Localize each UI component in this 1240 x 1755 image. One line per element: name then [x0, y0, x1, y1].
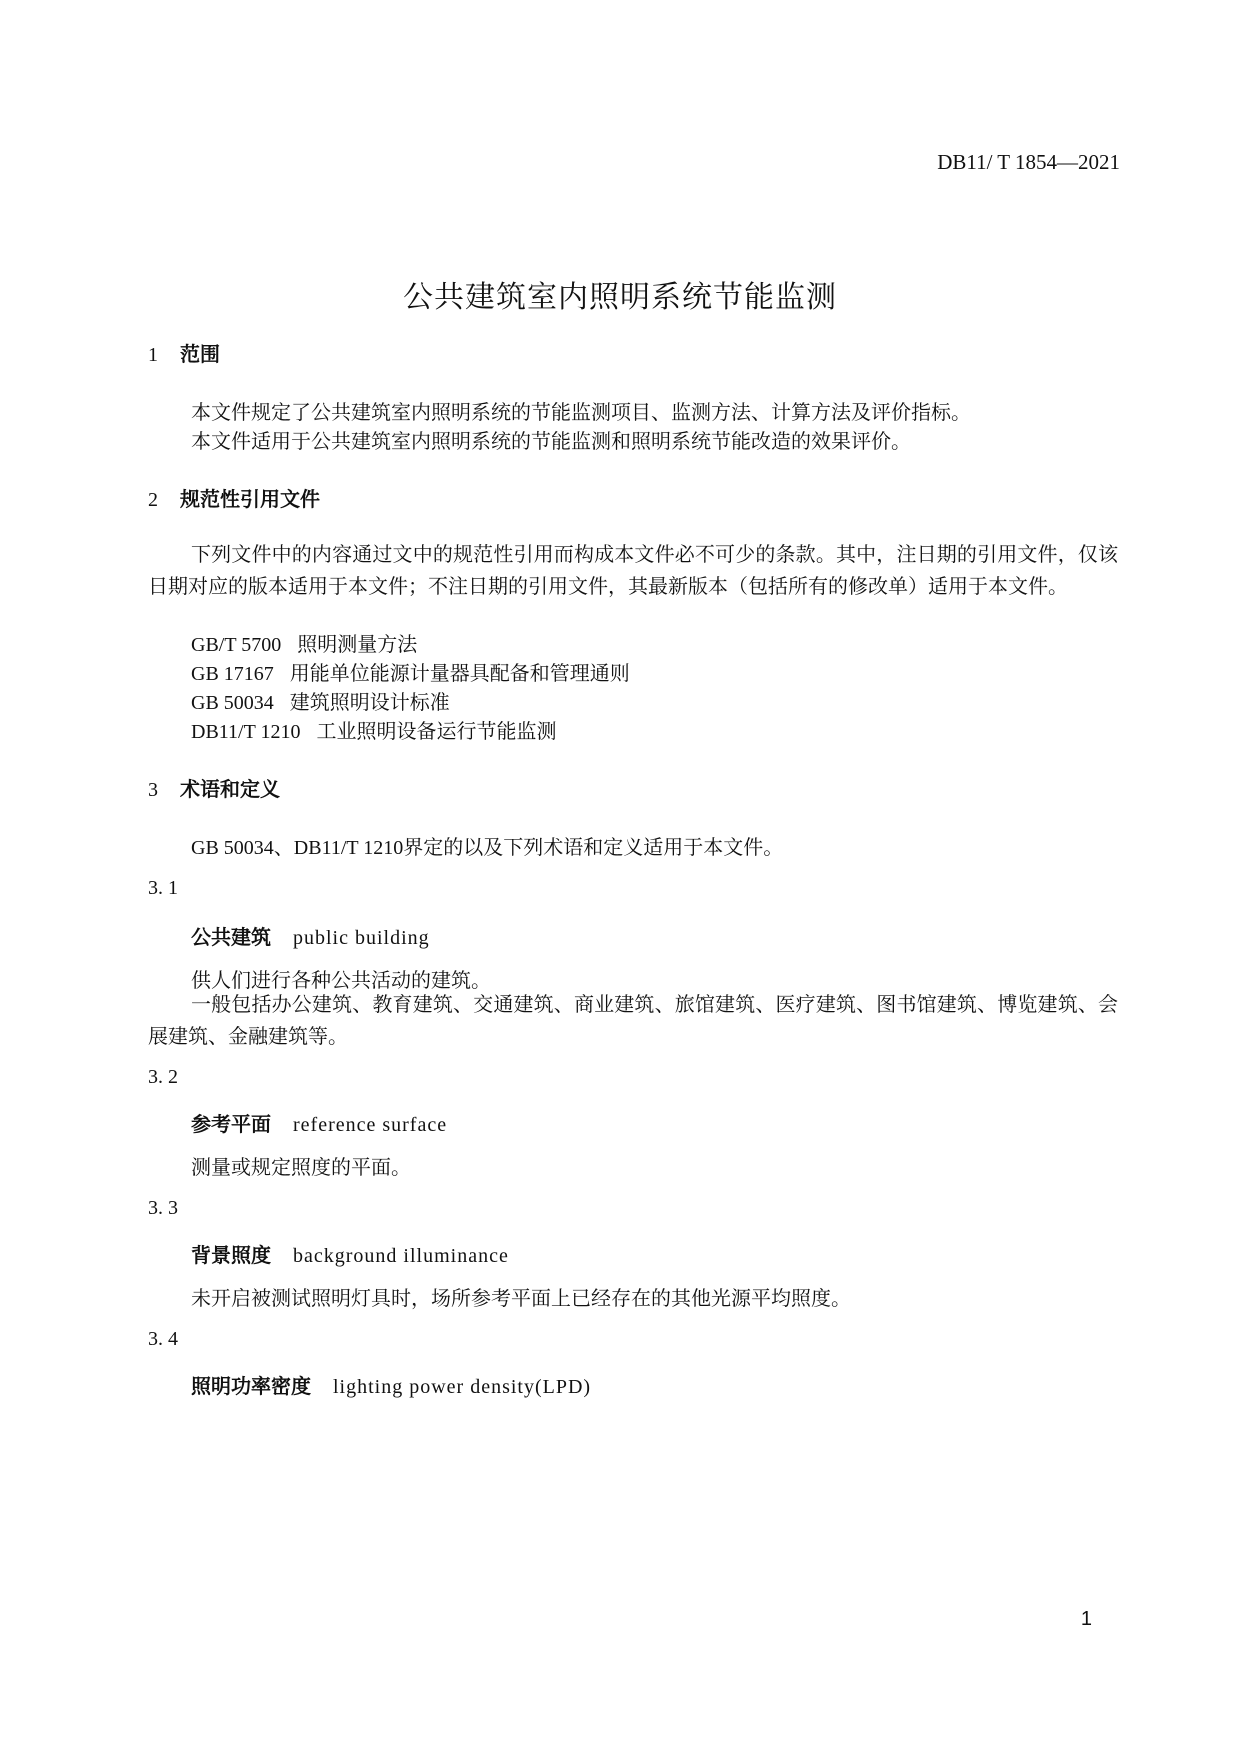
reference-title: 建筑照明设计标准 — [289, 690, 450, 714]
term-zh: 照明功率密度 — [191, 1374, 311, 1398]
term-zh: 背景照度 — [191, 1243, 271, 1267]
paragraph: 本文件规定了公共建筑室内照明系统的节能监测项目、监测方法、计算方法及评价指标。 — [191, 400, 971, 424]
reference-item — [191, 715, 556, 744]
reference-code: GB/T 5700 — [191, 634, 282, 656]
paragraph: 本文件适用于公共建筑室内照明系统的节能监测和照明系统节能改造的效果评价。 — [191, 429, 911, 453]
paragraph: 下列文件中的内容通过文中的规范性引用而构成本文件必不可少的条款。其中，注日期的引用文件，仅该日期对应的版本适用于本文件；不注日期的引用文件，其最新版本（包括所有的修改单）适用于本文件。 — [148, 542, 1118, 598]
section-number: 2 — [148, 489, 158, 511]
term-en: public building — [293, 927, 430, 949]
section-number: 3 — [148, 779, 158, 801]
term-number: 3. 3 — [148, 1197, 178, 1219]
section-2-heading — [148, 483, 320, 512]
reference-title: 用能单位能源计量器具配备和管理通则 — [289, 661, 630, 685]
term-zh: 公共建筑 — [191, 925, 271, 949]
section-number: 1 — [148, 344, 158, 366]
page-title: 公共建筑室内照明系统节能监测 — [403, 280, 837, 315]
section-3-heading — [148, 773, 280, 802]
term-title — [191, 1108, 447, 1137]
term-zh: 参考平面 — [191, 1112, 271, 1136]
reference-item — [191, 686, 450, 715]
section-title: 术语和定义 — [180, 777, 280, 801]
term-en: background illuminance — [293, 1245, 509, 1267]
term-number: 3. 2 — [148, 1066, 178, 1088]
term-title — [191, 921, 430, 950]
reference-item — [191, 628, 417, 657]
reference-item — [191, 657, 630, 686]
term-definition: 测量或规定照度的平面。 — [191, 1155, 411, 1179]
paragraph: GB 50034、DB11/T 1210界定的以及下列术语和定义适用于本文件。 — [191, 837, 784, 859]
term-title — [191, 1370, 591, 1399]
term-en: reference surface — [293, 1114, 448, 1136]
term-number: 3. 4 — [148, 1328, 178, 1350]
section-1-heading — [148, 338, 220, 367]
reference-title: 工业照明设备运行节能监测 — [316, 719, 557, 743]
term-note: 一般包括办公建筑、教育建筑、交通建筑、商业建筑、旅馆建筑、医疗建筑、图书馆建筑、博览建筑、会展建筑、金融建筑等。 — [148, 992, 1118, 1048]
term-number: 3. 1 — [148, 877, 178, 899]
term-en: lighting power density(LPD) — [333, 1376, 592, 1398]
term-definition: 供人们进行各种公共活动的建筑。 — [191, 968, 491, 992]
reference-code: GB 50034 — [191, 692, 274, 714]
reference-title: 照明测量方法 — [297, 632, 418, 656]
reference-code: GB 17167 — [191, 663, 274, 685]
reference-code: DB11/T 1210 — [191, 721, 301, 743]
document-number: DB11/ T 1854—2021 — [937, 150, 1120, 174]
term-title — [191, 1239, 509, 1268]
term-definition: 未开启被测试照明灯具时，场所参考平面上已经存在的其他光源平均照度。 — [191, 1286, 851, 1310]
section-title: 规范性引用文件 — [180, 487, 320, 511]
section-title: 范围 — [180, 342, 220, 366]
page-number: 1 — [1080, 1608, 1092, 1630]
